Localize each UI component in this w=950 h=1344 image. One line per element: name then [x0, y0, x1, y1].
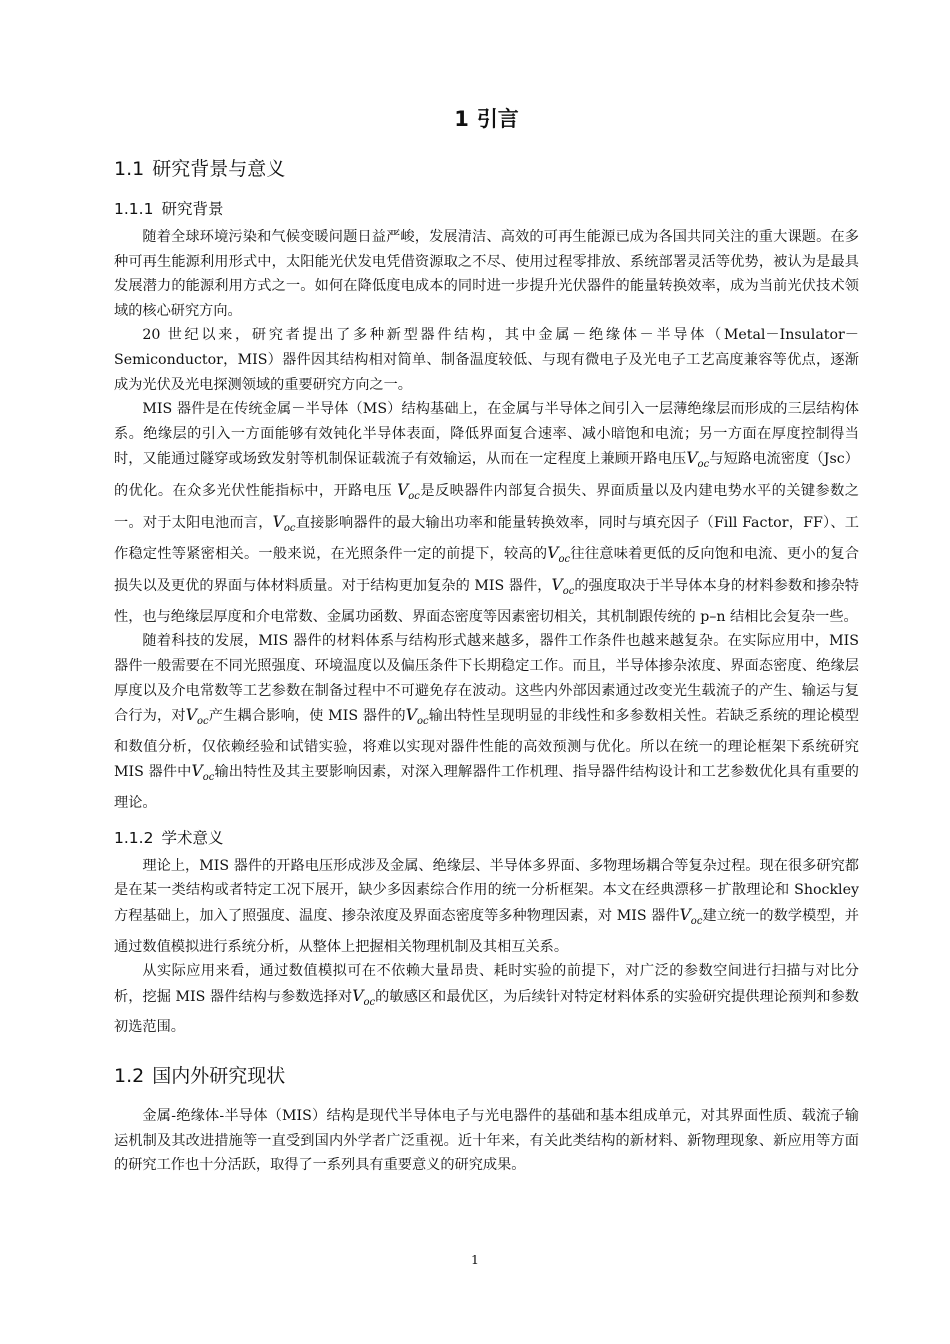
paragraph-7: 金属-绝缘体-半导体（MIS）结构是现代半导体电子与光电器件的基础和基本组成单元，对其界面性质、载流子输运机制及其改进措施等一直受到国内外学者广泛重视。近十年来，有关此类结构的新材料、新物理现象、新应用等方面的研究工作也十分活跃，取得了一系列具有重要意义的研究成果。	[114, 1108, 859, 1174]
text-run: 是反映器件内部复合损失、界面质量以及内建电势水平的关键参数之一。对于太阳电池而言，	[114, 483, 859, 531]
paragraph-2: 20 世纪以来，研究者提出了多种新型器件结构，其中金属－绝缘体－半导体（Metal－Insulator－Semiconductor，MIS）器件因其结构相对简单、制备温度较低、与现有微电子及光电子工艺高度兼容等优点，逐渐成为光伏及光电探测领域的重要研究方向之一。	[114, 327, 859, 393]
section-heading-1-2	[114, 1062, 859, 1090]
page-content	[114, 104, 859, 1178]
section-number: 1.1	[114, 158, 145, 180]
text-run: 直接影响器件的最大输出功率和能量转换效率，同时与填充因子（Fill Factor，FF）、工作稳定性等紧密相关。一般来说，在光照条件一定的前提下，较高的	[114, 514, 859, 563]
section-number: 1.2	[114, 1065, 145, 1088]
section-title: 研究背景与意义	[152, 158, 286, 180]
section-title: 国内外研究现状	[152, 1065, 286, 1088]
chapter-title	[114, 104, 859, 134]
voc-symbol: $V_{oc}$	[405, 706, 429, 728]
subsection-title: 学术意义	[161, 828, 224, 847]
paragraph-3	[114, 397, 859, 629]
text-run: 输出特性及其主要影响因素，对深入理解器件工作机理、指导器件结构设计和工艺参数优化具有重要的理论。	[114, 764, 859, 812]
text-run: 随着科技的发展，MIS 器件的材料体系与结构形式越来越多，器件工作条件也越来越复杂。在实际应用中，MIS 器件一般需要在不同光照强度、环境温度以及偏压条件下长期稳定工作。而且，半导体掺杂浓度、界面态密度、绝缘层厚度以及介电常数等工艺参数在制备过程中不可避免存在波动。这些内外部因素通过改变光生载流子的产生、输运与复合行为，对	[114, 633, 859, 725]
voc-symbol: $V_{oc}$	[397, 481, 420, 503]
voc-symbol: $V_{oc}$	[272, 512, 296, 534]
text-run: 理论上，MIS 器件的开路电压形成涉及金属、绝缘层、半导体多界面、多物理场耦合等复杂过程。现在很多研究都是在某一类结构或者特定工况下展开，缺少多因素综合作用的统一分析框架。本文在经典漂移－扩散理论和 Shockley 方程基础上，加入了照强度、温度、掺杂浓度及界面态密度等多种物理因素，对 MIS 器件	[114, 857, 859, 924]
text-run: 输出特性呈现明显的非线性和多参数相关性。若缺乏系统的理论模型和数值分析，仅依赖经验和试错实验，将难以实现对器件性能的高效预测与优化。所以在统一的理论框架下系统研究 MIS 器件中	[114, 708, 859, 781]
voc-symbol: $V_{oc}$	[551, 576, 575, 598]
voc-symbol: $V_{oc}$	[547, 544, 571, 566]
text-run: 产生耦合影响，使 MIS 器件的	[208, 708, 406, 725]
voc-symbol: $V_{oc}$	[352, 986, 376, 1008]
text-run: 从实际应用来看，通过数值模拟可在不依赖大量昂贵、耗时实验的前提下，对广泛的参数空间进行扫描与对比分析，挖掘 MIS 器件结构与参数选择对	[114, 963, 859, 1005]
voc-symbol: $V_{oc}$	[191, 762, 215, 784]
page-number: 1	[471, 1252, 479, 1267]
voc-symbol: $V_{oc}$	[686, 449, 710, 471]
subsection-number: 1.1.1	[114, 200, 154, 218]
text-run: 的强度取决于半导体本身的材料参数和掺杂特性，也与绝缘层厚度和介电常数、金属功函数、界面态密度等因素密切相关，其机制跟传统的 p–n 结相比会复杂一些。	[114, 578, 859, 625]
voc-symbol: $V_{oc}$	[679, 905, 703, 927]
subsection-title: 研究背景	[161, 200, 224, 218]
subsection-heading-1-1-1	[114, 197, 859, 221]
text-run: 往往意味着更低的反向饱和电流、更小的复合损失以及更优的界面与体材料质量。对于结构更加复杂的 MIS 器件，	[114, 546, 859, 595]
text-run: 的敏感区和最优区，为后续针对特定材料体系的实验研究提供理论预判和参数初选范围。	[114, 988, 859, 1036]
paragraph-5	[114, 854, 859, 959]
text-run: MIS 器件是在传统金属－半导体（MS）结构基础上，在金属与半导体之间引入一层薄绝缘层而形成的三层结构体系。绝缘层的引入一方面能够有效钝化半导体表面，降低界面复合速率、减小暗饱和电流；另一方面在厚度控制得当时，又能通过隧穿或场致发射等机制保证载流子有效输运，从而在一定程度上兼顾开路电压	[114, 401, 859, 468]
text-run: 建立统一的数学模型，并通过数值模拟进行系统分析，从整体上把握相关物理机制及其相互关系。	[114, 907, 859, 955]
section-heading-1-1	[114, 155, 859, 183]
paragraph-6	[114, 959, 859, 1040]
chapter-title-text: 引言	[476, 107, 519, 131]
text-run: 与短路电流密度（Jsc）的优化。在众多光伏性能指标中，开路电压	[114, 451, 859, 500]
voc-symbol: $V_{oc}$	[185, 706, 209, 728]
subsection-heading-1-1-2	[114, 826, 859, 850]
subsection-number: 1.1.2	[114, 828, 154, 847]
paragraph-1: 随着全球环境污染和气候变暖问题日益严峻，发展清洁、高效的可再生能源已成为各国共同关注的重大课题。在多种可再生能源利用形式中，太阳能光伏发电凭借资源取之不尽、使用过程零排放、系统部署灵活等优势，被认为是最具发展潜力的能源利用方式之一。如何在降低度电成本的同时进一步提升光伏器件的能量转换效率，成为当前光伏技术领域的核心研究方向。	[114, 229, 859, 319]
paragraph-4	[114, 629, 859, 815]
chapter-number: 1	[454, 107, 469, 131]
